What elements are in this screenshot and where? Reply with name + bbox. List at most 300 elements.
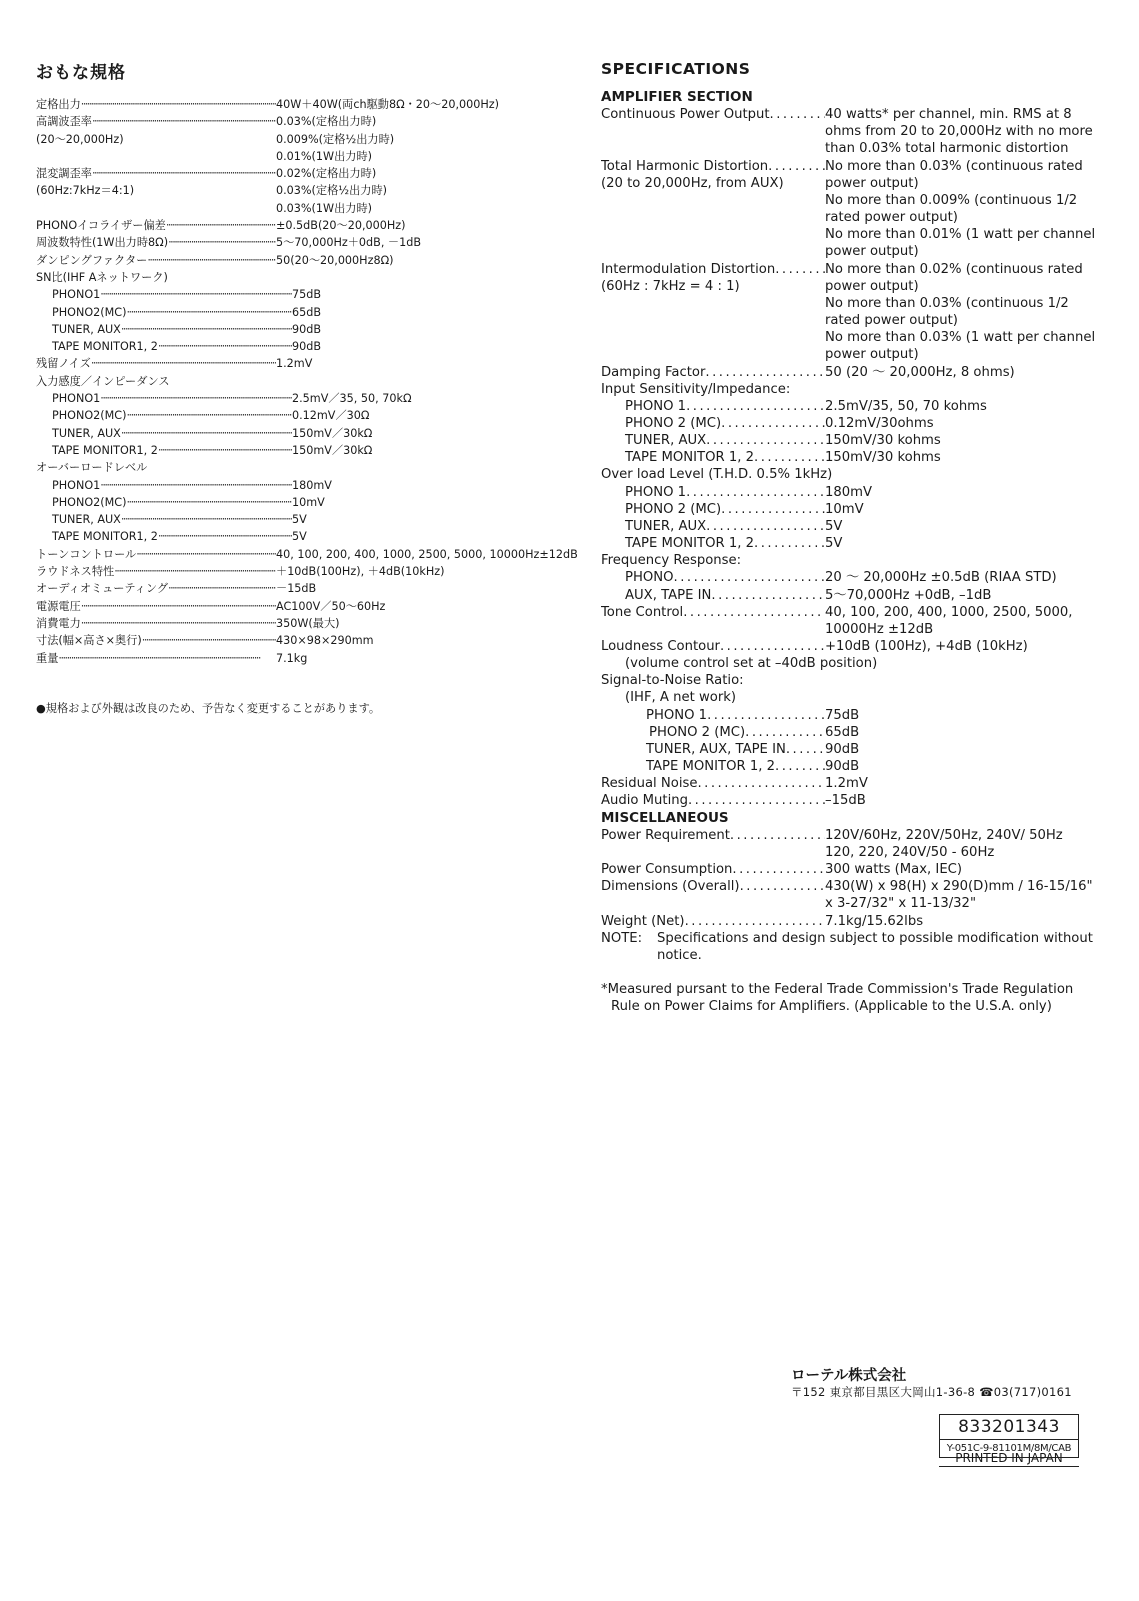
en-spec-value: +10dB (100Hz), +4dB (10kHz) [825, 639, 1028, 654]
en-spec-value: No more than 0.03% (continuous 1/2 rated power output) [825, 295, 1069, 329]
jp-spec-label-cell [36, 182, 276, 199]
jp-spec-label-cell [36, 234, 276, 251]
leader-dots [147, 252, 276, 269]
en-spec-label-cell [601, 398, 825, 415]
jp-spec-label-cell [36, 615, 276, 632]
leader-dots [730, 827, 825, 844]
jp-spec-row [36, 373, 596, 390]
leader-dots [114, 563, 276, 580]
en-spec-label-cell [601, 449, 825, 466]
en-spec-row [601, 535, 1096, 552]
en-spec-label: AUX, TAPE IN [625, 587, 712, 603]
en-spec-row [601, 484, 1096, 501]
leader-dots [685, 913, 825, 930]
leader-dots [686, 398, 825, 415]
leader-dots [683, 604, 825, 638]
jp-spec-label-cell [36, 373, 276, 390]
leader-dots [768, 158, 825, 175]
en-spec-label-cell [601, 672, 825, 689]
footnote: *Measured pursant to the Federal Trade Commission's Trade Regulation Rule on Power Claims for Amplifiers. (Applicable to the U.S.A. only) [601, 981, 1074, 1015]
jp-spec-value: 0.03%(定格出力時) [276, 115, 377, 129]
en-spec-label: Frequency Response: [601, 553, 742, 569]
en-spec-label-cell [601, 724, 825, 741]
en-spec-row [601, 604, 1096, 638]
leader-dots [126, 407, 292, 424]
en-spec-row [601, 415, 1096, 432]
jp-spec-label-cell [36, 131, 276, 148]
jp-spec-label-cell [36, 96, 276, 113]
en-spec-label: PHONO 2 (MC) [649, 724, 746, 740]
leader-dots [720, 638, 825, 655]
jp-spec-row [36, 580, 596, 597]
jp-spec-row [36, 96, 596, 113]
en-spec-row [601, 295, 1096, 329]
jp-spec-value: 0.03%(定格½出力時) [276, 184, 388, 198]
en-spec-row [601, 261, 1096, 295]
en-spec-row [601, 913, 1096, 930]
en-spec-value: 2.5mV/35, 50, 70 kohms [825, 398, 987, 414]
jp-spec-value: 7.1kg [276, 651, 308, 665]
jp-spec-label-cell [36, 459, 276, 476]
en-spec-label-cell [601, 638, 825, 655]
en-spec-row [601, 844, 1096, 861]
jp-spec-value: 150mV／30kΩ [292, 426, 373, 440]
en-spec-label: Total Harmonic Distortion [601, 158, 769, 174]
en-spec-value: 90dB [825, 741, 860, 757]
en-spec-value: 7.1kg/15.62lbs [825, 913, 924, 929]
en-spec-value: 0.12mV/30ohms [825, 415, 934, 431]
en-spec-label-cell [601, 192, 825, 226]
leader-dots [100, 286, 292, 303]
note-text: Specifications and design subject to possible modification without notice. [657, 930, 1093, 963]
en-spec-row [601, 689, 1096, 706]
leader-dots [100, 477, 292, 494]
en-spec-value [825, 552, 1096, 569]
leader-dots [770, 106, 825, 157]
amp-spec-rows [601, 106, 1096, 809]
note-label: NOTE: [601, 930, 643, 946]
en-spec-line: (volume control set at –40dB position) [625, 656, 878, 672]
jp-spec-value: 180mV [292, 478, 332, 492]
en-spec-value: 1.2mV [825, 776, 868, 792]
en-spec-row [601, 432, 1096, 449]
jp-spec-label: ラウドネス特性 [36, 565, 115, 579]
jp-spec-row [36, 546, 596, 563]
en-spec-label-cell [601, 518, 825, 535]
jp-spec-value: ＋10dB(100Hz), ＋4dB(10kHz) [276, 565, 445, 579]
jp-spec-row [36, 407, 596, 424]
jp-spec-label-cell [36, 494, 292, 511]
leader-dots [705, 364, 825, 381]
jp-spec-value: AC100V／50～60Hz [276, 599, 386, 613]
en-spec-label-cell [601, 484, 825, 501]
en-spec-value: 40, 100, 200, 400, 1000, 2500, 5000, 10000Hz ±12dB [825, 604, 1073, 637]
en-spec-label-cell [601, 827, 825, 844]
jp-spec-row [36, 148, 596, 165]
en-spec-label-cell [601, 364, 825, 381]
en-spec-value: 5～70,000Hz +0dB, –1dB [825, 587, 992, 603]
jp-spec-value: 40, 100, 200, 400, 1000, 2500, 5000, 10000Hz±12dB [276, 547, 578, 561]
leader-dots [158, 338, 292, 355]
leader-dots [711, 587, 825, 604]
jp-spec-list [36, 96, 596, 667]
jp-spec-value: 1.2mV [276, 357, 313, 371]
en-spec-label: PHONO 2 (MC) [625, 415, 722, 431]
jp-spec-label: トーンコントロール [36, 547, 137, 561]
jp-spec-label-cell [36, 477, 292, 494]
jp-spec-row [36, 511, 596, 528]
jp-spec-value: 0.009%(定格½出力時) [276, 132, 395, 146]
jp-spec-label-cell [36, 598, 276, 615]
en-spec-label-cell [601, 913, 825, 930]
jp-spec-label-cell [36, 286, 292, 303]
en-spec-row [601, 329, 1096, 363]
jp-spec-row [36, 131, 596, 148]
print-code: Y-051C-9-81101M/8M/CAB [946, 1443, 1072, 1454]
jp-spec-label: (60Hz:7kHz＝4:1) [36, 184, 135, 198]
en-spec-row [601, 827, 1096, 844]
jp-spec-label-cell [36, 442, 292, 459]
jp-spec-row [36, 494, 596, 511]
en-spec-label: Power Requirement [601, 827, 730, 843]
en-spec-value: No more than 0.03% (continuous rated power output) [825, 158, 1083, 191]
en-spec-value: 10mV [825, 501, 864, 517]
en-spec-label-cell [601, 775, 825, 792]
jp-spec-label: TAPE MONITOR1, 2 [52, 340, 158, 354]
leader-dots [721, 501, 825, 518]
en-spec-row [601, 672, 1096, 689]
leader-dots [126, 304, 292, 321]
en-spec-label: Intermodulation Distortion [601, 261, 776, 277]
misc-section-heading: MISCELLANEOUS [601, 809, 729, 826]
jp-spec-label-cell [36, 407, 292, 424]
jp-spec-row [36, 615, 596, 632]
en-spec-row [601, 398, 1096, 415]
leader-dots [754, 535, 825, 552]
jp-spec-label-cell [36, 390, 292, 407]
leader-dots [58, 650, 276, 667]
en-spec-label-cell [601, 415, 825, 432]
en-spec-row [601, 878, 1096, 912]
jp-spec-label: TUNER, AUX [52, 513, 121, 527]
leader-dots [775, 758, 825, 775]
jp-spec-label-cell [36, 269, 276, 286]
jp-spec-row [36, 563, 596, 580]
jp-spec-label-cell [36, 650, 276, 667]
jp-spec-label: TUNER, AUX [52, 322, 121, 336]
en-spec-label-cell [601, 329, 825, 363]
jp-spec-label-cell [36, 511, 292, 528]
en-spec-label: TAPE MONITOR 1, 2 [625, 536, 754, 552]
jp-spec-row [36, 632, 596, 649]
en-spec-label-line [601, 158, 825, 175]
jp-spec-label: (20～20,000Hz) [36, 132, 124, 146]
jp-spec-row [36, 234, 596, 251]
jp-spec-label-cell [36, 355, 276, 372]
jp-spec-label: 寸法(幅×高さ×奥行) [36, 634, 142, 648]
leader-dots [121, 425, 292, 442]
en-spec-row [601, 158, 1096, 192]
company-name: ローテル株式会社 [791, 1368, 907, 1384]
jp-spec-label-cell [36, 304, 292, 321]
jp-spec-label-cell [36, 425, 292, 442]
leader-dots [707, 707, 825, 724]
jp-spec-label-cell [36, 563, 276, 580]
en-spec-label-cell [601, 501, 825, 518]
jp-spec-value: 65dB [292, 305, 322, 319]
en-spec-label: TUNER, AUX [625, 433, 707, 449]
leader-dots [721, 415, 825, 432]
en-spec-row [601, 226, 1096, 260]
jp-spec-row [36, 425, 596, 442]
jp-spec-value: ±0.5dB(20～20,000Hz) [276, 219, 406, 233]
en-spec-label: TAPE MONITOR 1, 2 [625, 450, 754, 466]
jp-spec-row [36, 304, 596, 321]
leader-dots [686, 484, 825, 501]
jp-spec-label: 混変調歪率 [36, 167, 92, 181]
jp-spec-label: PHONO1 [52, 392, 101, 406]
jp-spec-label: PHONO1 [52, 478, 101, 492]
en-spec-row [601, 741, 1096, 758]
en-spec-label-cell [601, 569, 825, 586]
jp-spec-label: 重量 [36, 651, 59, 665]
jp-spec-row [36, 477, 596, 494]
leader-dots [697, 775, 825, 792]
en-spec-value: –15dB [825, 793, 866, 809]
en-spec-row [601, 449, 1096, 466]
jp-spec-row [36, 200, 596, 217]
jp-spec-label-cell [36, 148, 276, 165]
jp-spec-value: 5V [292, 530, 307, 544]
misc-spec-rows [601, 827, 1096, 930]
en-spec-label: TAPE MONITOR 1, 2 [646, 759, 775, 775]
en-spec-label: PHONO 1 [646, 707, 708, 723]
leader-dots [92, 165, 276, 182]
jp-spec-row [36, 528, 596, 545]
jp-spec-row [36, 113, 596, 130]
en-spec-row [601, 707, 1096, 724]
leader-dots [92, 113, 276, 130]
en-spec-label: Loudness Contour [601, 639, 720, 654]
company-address: 〒152 東京都目黒区大岡山1-36-8 ☎03(717)0161 [791, 1385, 1072, 1399]
en-spec-value: 180mV [825, 484, 873, 500]
jp-spec-label-cell [36, 546, 276, 563]
jp-spec-value: 90dB [292, 340, 322, 354]
jp-spec-label: 周波数特性(1W出力時8Ω) [36, 236, 169, 250]
en-spec-label: PHONO 2 (MC) [625, 501, 722, 517]
en-page-title: SPECIFICATIONS [601, 60, 751, 78]
jp-spec-label-cell [36, 580, 276, 597]
en-spec-label-cell [601, 792, 825, 809]
jp-spec-label: 定格出力 [36, 98, 81, 111]
en-spec-value: No more than 0.02% (continuous rated power output) [825, 261, 1083, 294]
jp-spec-label-cell [36, 252, 276, 269]
jp-spec-label: ダンピングファクター [36, 253, 148, 267]
en-spec-label: Tone Control [601, 604, 684, 620]
jp-spec-label: オーバーロードレベル [36, 461, 148, 475]
en-spec-row [601, 792, 1096, 809]
en-spec-label: (IHF, A net work) [625, 690, 737, 706]
en-spec-label-line [601, 261, 825, 278]
en-spec-value: 120, 220, 240V/50 - 60Hz [825, 844, 995, 860]
jp-spec-value: 350W(最大) [276, 616, 340, 630]
en-spec-value [825, 381, 1096, 398]
en-spec-label-cell [601, 106, 825, 157]
jp-spec-label: PHONOイコライザー偏差 [36, 219, 166, 233]
en-spec-row [601, 106, 1096, 157]
leader-dots [754, 449, 825, 466]
en-spec-label-cell [601, 844, 825, 861]
en-spec-label: Input Sensitivity/Impedance: [601, 381, 791, 397]
jp-spec-row [36, 182, 596, 199]
leader-dots [126, 494, 292, 511]
jp-spec-label: 入力感度／インピーダンス [36, 374, 170, 388]
en-spec-value: No more than 0.009% (continuous 1/2 rated power output) [825, 192, 1078, 226]
jp-spec-value: 5～70,000Hz＋0dB, －1dB [276, 236, 422, 250]
jp-spec-value: 0.03%(1W出力時) [276, 201, 373, 215]
en-spec-value: 120V/60Hz, 220V/50Hz, 240V/ 50Hz [825, 827, 1063, 843]
spec-note [601, 930, 1096, 964]
en-spec-line: Over load Level (T.H.D. 0.5% 1kHz) [601, 467, 833, 483]
leader-dots [158, 528, 292, 545]
en-spec-row [601, 587, 1096, 604]
en-spec-value: 5V [825, 518, 843, 534]
en-spec-label-cell [601, 552, 825, 569]
jp-spec-value: 0.02%(定格出力時) [276, 167, 377, 181]
jp-spec-label: 電源電圧 [36, 599, 81, 613]
en-spec-value: 150mV/30 kohms [825, 450, 941, 466]
jp-spec-label-cell [36, 200, 276, 217]
en-spec-label: Continuous Power Output [601, 107, 770, 123]
en-spec-value: 40 watts* per channel, min. RMS at 8 ohms from 20 to 20,000Hz with no more than 0.03% total harmonic distortion [825, 107, 1093, 157]
en-spec-value: 5V [825, 536, 843, 552]
en-spec-value: 20 ～ 20,000Hz ±0.5dB (RIAA STD) [825, 570, 1057, 586]
en-spec-value: 65dB [825, 724, 860, 740]
en-spec-row [601, 638, 1096, 655]
leader-dots [121, 511, 292, 528]
leader-dots [158, 442, 292, 459]
en-spec-value: 150mV/30 kohms [825, 433, 941, 449]
en-spec-label: PHONO 1 [625, 398, 687, 414]
en-spec-label: PHONO [625, 570, 674, 586]
en-spec-label: PHONO 1 [625, 484, 687, 500]
jp-spec-label-cell [36, 632, 276, 649]
jp-spec-label: TAPE MONITOR1, 2 [52, 530, 158, 544]
en-spec-label-cell [601, 261, 825, 295]
jp-spec-value: 5V [292, 513, 307, 527]
en-spec-label-cell [601, 741, 825, 758]
leader-dots [168, 234, 276, 251]
leader-dots [91, 355, 276, 372]
jp-spec-label: PHONO2(MC) [52, 495, 127, 509]
en-spec-label-cell [601, 432, 825, 449]
leader-dots [81, 96, 276, 113]
jp-spec-value: 90dB [292, 322, 322, 336]
leader-dots [166, 217, 276, 234]
en-spec-label: Dimensions (Overall) [601, 879, 740, 895]
en-spec-label-cell [601, 689, 825, 706]
leader-dots [674, 569, 826, 586]
en-spec-label-cell [601, 381, 825, 398]
jp-spec-label: PHONO2(MC) [52, 305, 127, 319]
en-spec-row [601, 518, 1096, 535]
en-spec-value: No more than 0.01% (1 watt per channel power output) [825, 227, 1096, 260]
en-spec-row [601, 775, 1096, 792]
jp-spec-row [36, 269, 596, 286]
jp-spec-label: TUNER, AUX [52, 426, 121, 440]
leader-dots [706, 432, 825, 449]
leader-dots [100, 390, 292, 407]
jp-spec-row [36, 459, 596, 476]
en-spec-label: Damping Factor [601, 364, 706, 380]
en-spec-list [601, 89, 1096, 1015]
amp-section-heading: AMPLIFIER SECTION [601, 89, 753, 105]
en-spec-row [601, 192, 1096, 226]
jp-spec-row [36, 338, 596, 355]
jp-spec-label: 消費電力 [36, 616, 81, 630]
jp-spec-value: 50(20～20,000Hz8Ω) [276, 253, 394, 267]
en-spec-value [825, 672, 1096, 689]
leader-dots [732, 861, 825, 878]
en-spec-label-cell [601, 604, 825, 638]
en-spec-label-cell [601, 535, 825, 552]
jp-spec-value: 2.5mV／35, 50, 70kΩ [292, 392, 412, 406]
en-spec-label: Audio Muting [601, 793, 688, 809]
en-spec-row [601, 758, 1096, 775]
jp-spec-value: 40W＋40W(両ch駆動8Ω・20～20,000Hz) [276, 98, 500, 111]
jp-spec-row [36, 217, 596, 234]
jp-spec-row [36, 355, 596, 372]
jp-spec-label-cell [36, 217, 276, 234]
en-spec-row [601, 501, 1096, 518]
en-spec-label: Signal-to-Noise Ratio: [601, 673, 744, 689]
en-spec-row [601, 861, 1096, 878]
en-spec-row [601, 569, 1096, 586]
en-spec-label-cell [601, 295, 825, 329]
en-spec-label: Weight (Net) [601, 913, 685, 929]
leader-dots [706, 518, 825, 535]
en-spec-label: Power Consumption [601, 862, 733, 878]
jp-spec-label: SN比(IHF Aネットワーク) [36, 270, 168, 284]
en-spec-row [601, 381, 1096, 398]
jp-spec-label-cell [36, 338, 292, 355]
jp-spec-label: PHONO2(MC) [52, 409, 127, 423]
en-spec-value: No more than 0.03% (1 watt per channel power output) [825, 330, 1096, 363]
printed-in-japan: PRINTED IN JAPAN [939, 1451, 1079, 1467]
en-spec-label: TUNER, AUX [625, 518, 707, 534]
jp-spec-label: オーディオミューティング [36, 582, 169, 596]
leader-dots [136, 546, 276, 563]
jp-spec-label-cell [36, 113, 276, 130]
leader-dots [786, 741, 825, 758]
leader-dots [168, 580, 276, 597]
jp-spec-value: －15dB [276, 582, 317, 596]
jp-spec-row [36, 598, 596, 615]
leader-dots [142, 632, 276, 649]
jp-spec-value: 75dB [292, 288, 322, 302]
jp-spec-row [36, 650, 596, 667]
jp-spec-label: 高調波歪率 [36, 115, 92, 129]
jp-spec-value: 10mV [292, 495, 325, 509]
jp-spec-row [36, 390, 596, 407]
jp-spec-value: 150mV／30kΩ [292, 443, 373, 457]
en-spec-value: 90dB [825, 759, 860, 775]
en-spec-label-cell [601, 707, 825, 724]
leader-dots [745, 724, 825, 741]
en-spec-label-cell [601, 878, 825, 912]
jp-spec-row [36, 286, 596, 303]
en-spec-label-cell [601, 861, 825, 878]
